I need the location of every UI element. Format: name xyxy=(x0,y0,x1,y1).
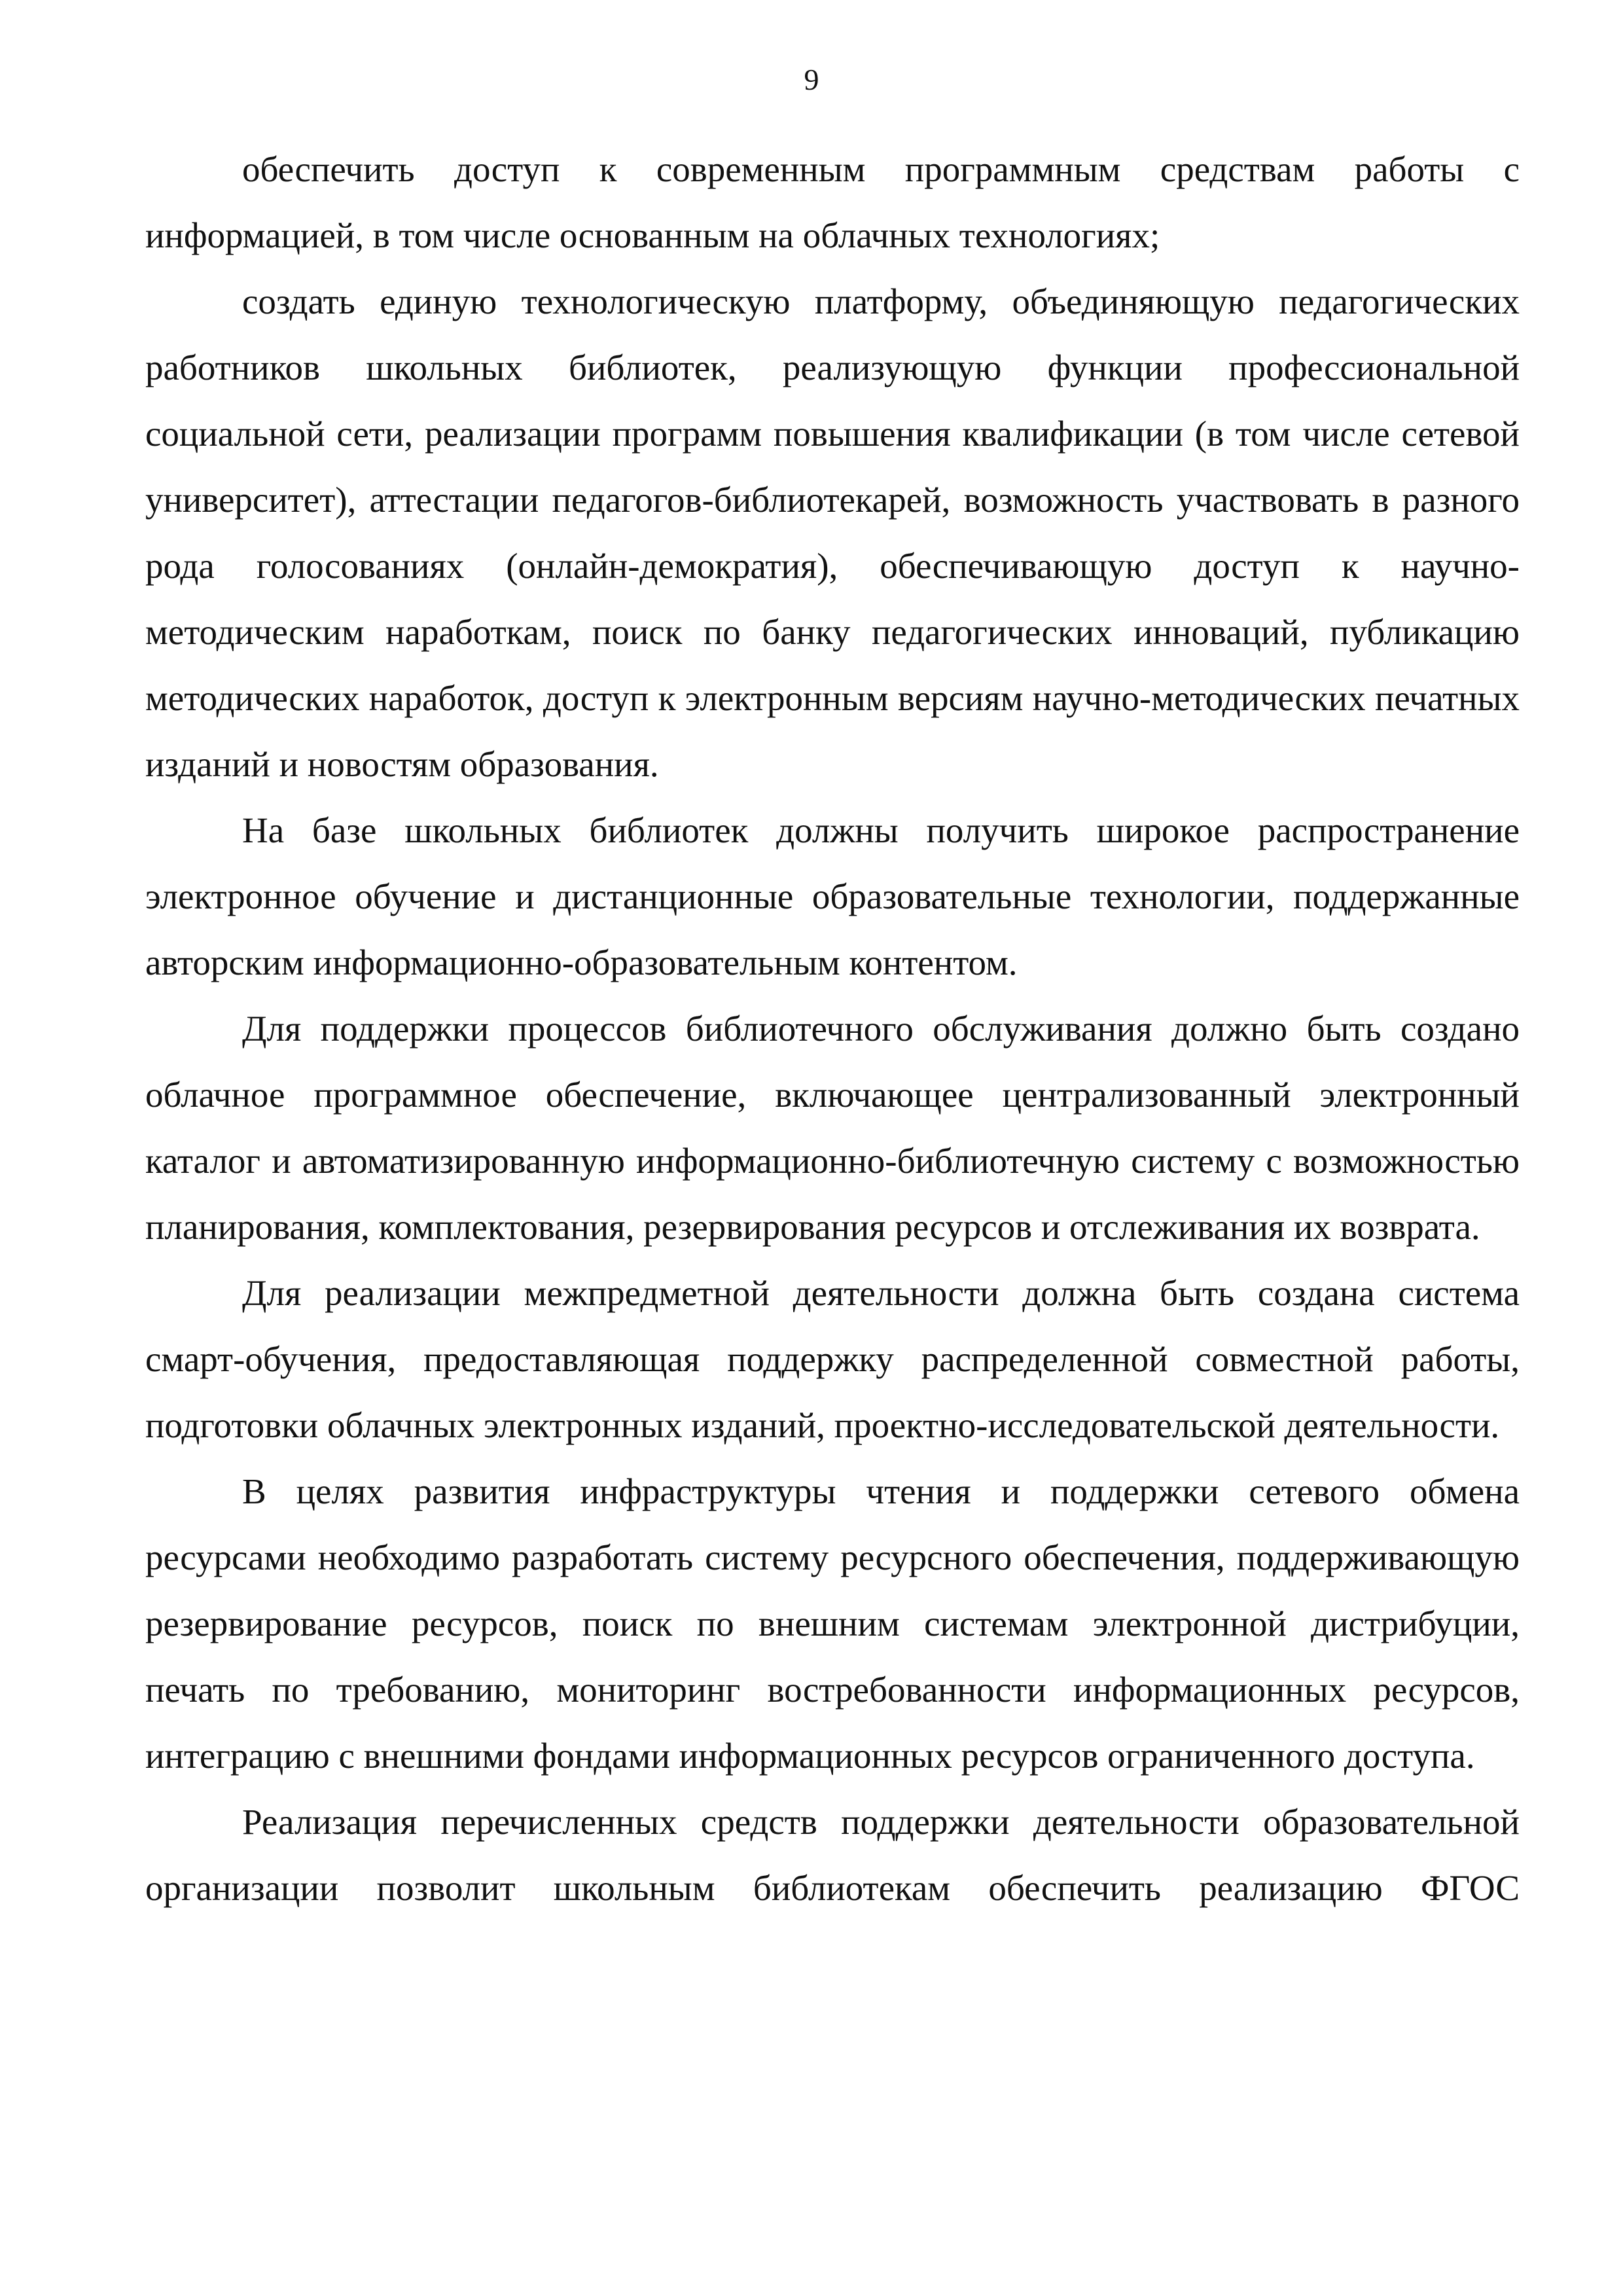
paragraph-3: На базе школьных библиотек должны получить широкое распространение электронное обучение и дистанционные образовательные технологии, поддержанные авторским информационно-образовательным контентом. xyxy=(145,810,1520,982)
document-body xyxy=(145,136,1520,1921)
paragraph-1: обеспечить доступ к современным программным средствам работы с информацией, в том числе основанным на облачных технологиях; xyxy=(145,149,1520,255)
paragraph-4: Для поддержки процессов библиотечного обслуживания должно быть создано облачное программное обеспечение, включающее централизованный электронный каталог и автоматизированную информационно-библиотечную систему с возможностью планирования, комплектования, резервирования ресурсов и отслеживания их возврата. xyxy=(145,1009,1520,1247)
paragraph-7: Реализация перечисленных средств поддержки деятельности образовательной организации позволит школьным библиотекам обеспечить реализацию ФГОС xyxy=(145,1802,1520,1908)
paragraph-5: Для реализации межпредметной деятельности должна быть создана система смарт-обучения, предоставляющая поддержку распределенной совместной работы, подготовки облачных электронных изданий, проектно-исследовательской деятельности. xyxy=(145,1273,1520,1445)
paragraph-2: создать единую технологическую платформу, объединяющую педагогических работников школьных библиотек, реализующую функции профессиональной социальной сети, реализации программ повышения квалификации (в том числе сетевой университет), аттестации педагогов-библиотекарей, возможность участвовать в разного рода голосованиях (онлайн-демократия), обеспечивающую доступ к научно-методическим наработкам, поиск по банку педагогических инноваций, публикацию методических наработок, доступ к электронным версиям научно-методических печатных изданий и новостям образования. xyxy=(145,281,1520,784)
page-number: 9 xyxy=(804,63,819,96)
paragraph-6: В целях развития инфраструктуры чтения и поддержки сетевого обмена ресурсами необходимо разработать систему ресурсного обеспечения, поддерживающую резервирование ресурсов, поиск по внешним системам электронной дистрибуции, печать по требованию, мониторинг востребованности информационных ресурсов, интеграцию с внешними фондами информационных ресурсов ограниченного доступа. xyxy=(145,1471,1520,1776)
